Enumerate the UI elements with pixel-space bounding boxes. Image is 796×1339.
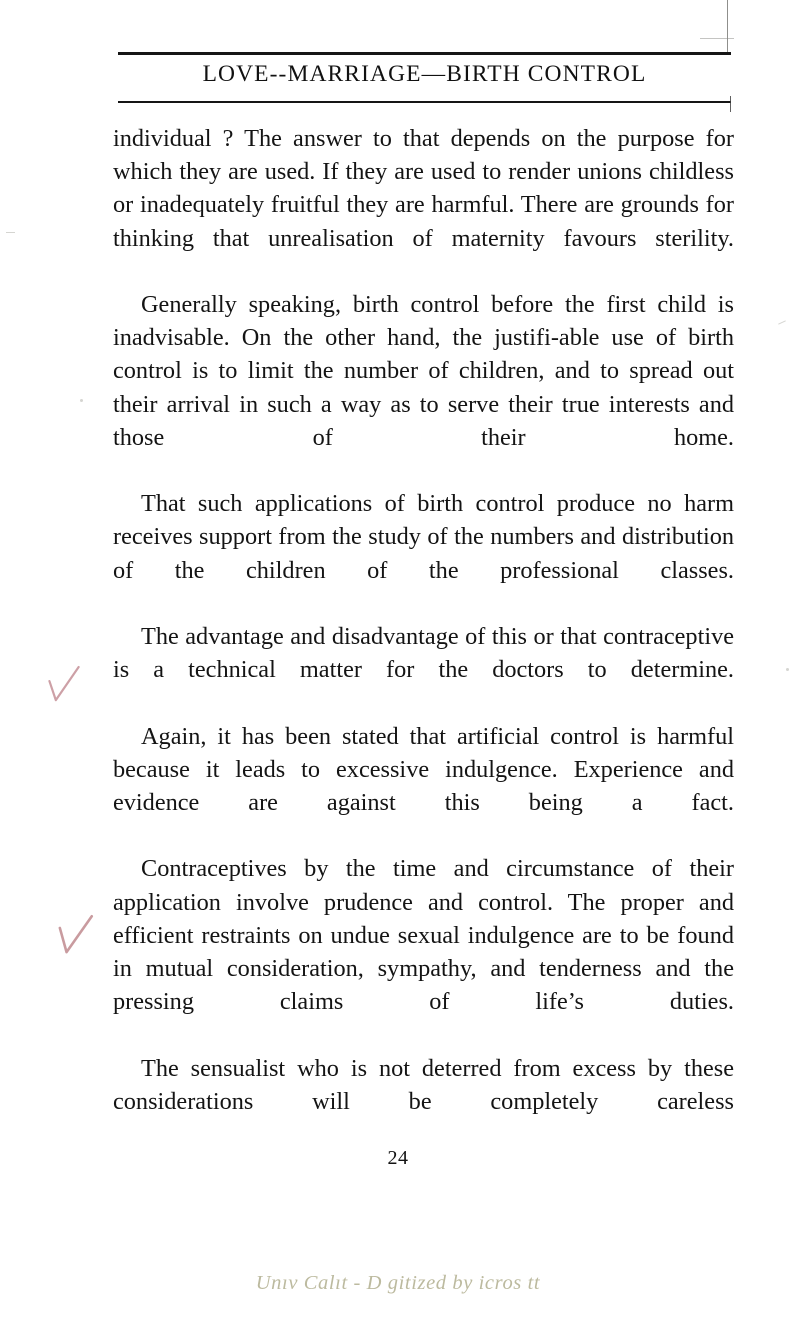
body-text bbox=[113, 122, 734, 1151]
digitization-watermark: Unıv Calıt - D gitized by icros tt bbox=[255, 1272, 541, 1294]
header-rule-tick bbox=[730, 96, 731, 112]
scan-speck bbox=[786, 668, 789, 671]
header-rule-top bbox=[118, 52, 731, 55]
paragraph: Generally speaking, birth control before the first child is inadvisable. On the other hand, the justifi-able use of birth control is to limit the number of children, and to spread out their arrival in such a way as to serve their true interests and those of their home. bbox=[113, 291, 734, 451]
paragraph: Contraceptives by the time and circumstance of their application involve prudence and control. The proper and efficient restraints on undue sexual indulgence are to be found in mutual consideration, sympathy, and tenderness and the pressing claims of life’s duties. bbox=[113, 855, 734, 1016]
paragraph: The sensualist who is not deterred from excess by these considerations will be completely careless bbox=[113, 1054, 734, 1115]
scan-speck bbox=[778, 320, 786, 324]
check-mark-2 bbox=[53, 910, 95, 961]
header-rule-bottom bbox=[118, 101, 731, 103]
check-mark-1 bbox=[43, 661, 83, 709]
paragraph: That such applications of birth control produce no harm receives support from the study of the numbers and distribution of the children of the professional classes. bbox=[113, 490, 734, 584]
scan-speck bbox=[6, 232, 15, 233]
running-head: LOVE--MARRIAGE—BIRTH CONTROL bbox=[202, 61, 647, 87]
paragraph: individual ? The answer to that depends on the purpose for which they are used. If they are used to render unions childless or inadequately fruitful they are harmful. There are grounds for thinking that unrealisation of maternity favours sterility. bbox=[113, 125, 734, 252]
paragraph: The advantage and disadvantage of this or that contraceptive is a technical matter for the doctors to determine. bbox=[113, 623, 734, 684]
scan-corner-artifact bbox=[700, 38, 734, 53]
paragraph: Again, it has been stated that artificial control is harmful because it leads to excessive indulgence. Experience and evidence are against this being a fact. bbox=[113, 722, 734, 817]
scan-speck bbox=[80, 399, 83, 402]
page-number: 24 bbox=[387, 1147, 409, 1169]
